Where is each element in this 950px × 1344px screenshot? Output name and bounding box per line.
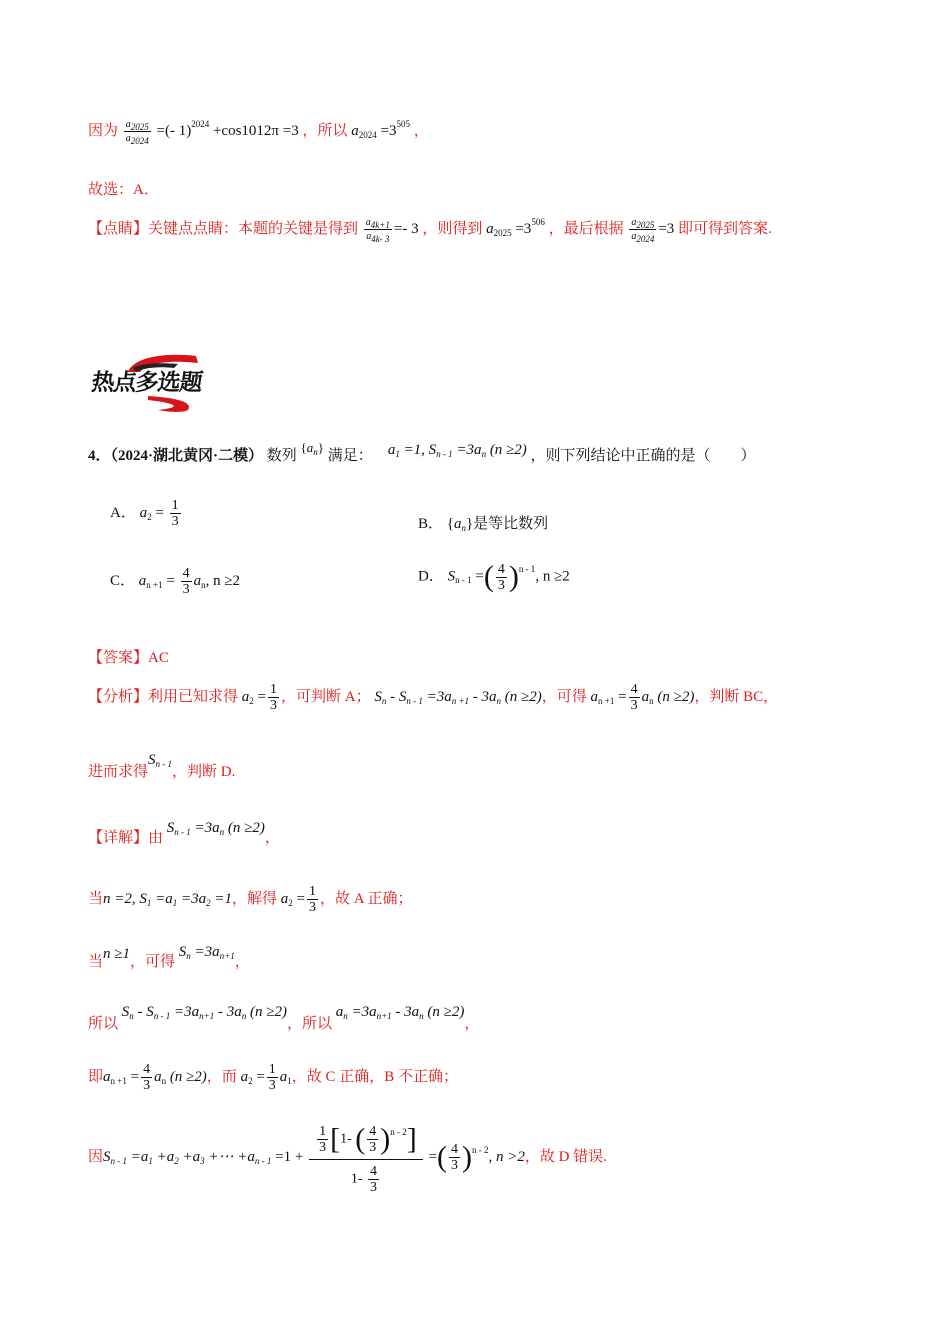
step2-line: 当n ≥1，可得 $S_n =3a_{n+1}$， <box>88 944 250 970</box>
question-source: （2024·湖北黄冈·二模） <box>110 448 264 464</box>
step5-big-fraction: $\frac{1}{3}$ [1- ( $\frac{4}{3}$ )$^{n - 2}$] 1- $\frac{4}{3}$ <box>309 1120 423 1195</box>
step5-sum: $S_{n - 1} =a_1 +a_2 +a_3$ +⋯ $+a_{n - 1} =1$ + <box>103 1148 304 1166</box>
step1-cond: n =2, $S_1 =a_1 =3a_2 =1$ <box>103 890 233 908</box>
option-d-fraction: $\frac{4}{3}$ <box>497 561 505 593</box>
comment-tag: 【点睛】 <box>88 220 149 237</box>
ratio-fraction: $\frac{a2025}{a2024}$ <box>125 119 149 146</box>
step1-result: $a_2$ = $\frac{1}{3}$ <box>280 884 316 915</box>
because-prefix: 因为 <box>88 122 119 139</box>
logo-text: 热点多选题 <box>89 370 204 396</box>
step3-line: 所以 $S_n - S_{n - 1} =3a_{n+1} - 3a_n$ (n ≥2)，所以 $a_n =3a_{n+1} - 3a_n$ (n ≥2)， <box>88 1004 480 1032</box>
question-sequence: $\{a_n\}$ <box>300 440 325 457</box>
option-b-sequence: $\{a_n\}$ <box>446 516 474 533</box>
choice-line: 故选：A． <box>88 182 159 198</box>
analysis-tag: 【分析】 <box>88 688 149 705</box>
question-number: 4． <box>88 448 111 464</box>
detail-expr: $S_{n - 1} =3a_n$ (n ≥2) <box>166 820 265 837</box>
analysis-s: $S_{n - 1}$ <box>148 752 173 769</box>
question-condition: $a_1 =1$, $S_{n - 1} =3a_n$ (n ≥2) <box>387 442 527 459</box>
result-expression: $a_{2024} =3^{505}$ <box>351 118 410 140</box>
analysis-line-2: 进而求得$S_{n - 1}$，判断 D. <box>88 752 236 780</box>
analysis-a2: $a_2$ = $\frac{1}{3}$ <box>241 682 277 713</box>
hot-topic-logo <box>88 350 230 414</box>
step5-line: 因$S_{n - 1} =a_1 +a_2 +a_3$ +⋯ $+a_{n - 1} =1$ + $\frac{1}{3}$ [1- ( $\frac{4}{3}$ )$^{n - 2}$] 1- $\frac{4}{3}$ =( $\frac{4}{3}$ )$^{n - 2}$, n >2，故 D 错误. <box>88 1120 607 1195</box>
detail-line: 【详解】由 $S_{n - 1} =3a_n$ (n ≥2)， <box>88 820 280 846</box>
analysis-expr: $S_n - S_{n - 1} =3a_{n +1} - 3a_n$ (n ≥2) <box>374 688 542 706</box>
step4-line: 即$a_{n +1}$ = $\frac{4}{3}$ $a_n$ (n ≥2)，而 $a_2$ = $\frac{1}{3}$ $a_1$，故 C 正确，B 不正确； <box>88 1062 459 1093</box>
step2-expr: $S_n =3a_{n+1}$ <box>178 944 235 961</box>
answer-tag: 【答案】 <box>88 650 149 666</box>
question-line: 4．（2024·湖北黄冈·二模） 数列 $\{a_n\}$ 满足： $a_1 =1$, $S_{n - 1} =3a_n$ (n ≥2) ，则下列结论中正确的是（ ） <box>88 440 756 464</box>
analysis-line-1: 【分析】利用已知求得 $a_2$ = $\frac{1}{3}$ ，可判断 A； $S_n - S_{n - 1} =3a_{n +1} - 3a_n$ (n ≥2)，可得 $a_{n +1}$ = $\frac{4}{3}$ $a_n$ (n ≥2)，判断 BC， <box>88 682 779 713</box>
option-a-fraction: $\frac{1}{3}$ <box>171 498 179 529</box>
step3-expr1: $S_n - S_{n - 1} =3a_{n+1} - 3a_n$ (n ≥2) <box>121 1004 287 1021</box>
ratio-expression: =(- 1)$^{2024}$ +cos1012π =3 <box>156 118 299 139</box>
option-d[interactable]: D． $S_{n - 1}$ =( $\frac{4}{3}$ )$^{n - 1}$, n ≥2 <box>418 560 570 593</box>
comment-fraction-1: $\frac{a4k+1}{a4k- 3}$ <box>365 217 390 244</box>
step4-a2: $a_2$ = $\frac{1}{3}$ $a_1$ <box>240 1062 292 1093</box>
comment-line: 【点睛】关键点点睛：本题的关键是得到 $\frac{a4k+1}{a4k- 3}$ =- 3 ，则得到 $a_{2025} =3^{506}$ ，最后根据 $\frac{a2025}{a2024}$ =3 即可得到答案. <box>88 216 772 244</box>
comment-result: $a_{2025} =3^{506}$ <box>486 216 545 238</box>
option-b[interactable]: B． $\{a_n\}$是等比数列 <box>418 516 549 533</box>
comment-fraction-2: $\frac{a2025}{a2024}$ <box>631 217 655 244</box>
answer-line <box>88 646 169 667</box>
line-because: 因为 $\frac{a2025}{a2024}$ =(- 1)$^{2024}$ +cos1012π =3 ，所以 $a_{2024} =3^{505}$ ， <box>88 118 429 146</box>
option-a[interactable]: A． $a_2$ = $\frac{1}{3}$ <box>110 498 179 529</box>
step4-recurrence: $a_{n +1}$ = $\frac{4}{3}$ $a_n$ (n ≥2) <box>103 1062 207 1093</box>
option-c[interactable]: C． $a_{n +1}$ = $\frac{4}{3}$ $a_n$, n ≥2 <box>110 566 241 597</box>
step1-line: 当n =2, $S_1 =a_1 =3a_2 =1$，解得 $a_2$ = $\frac{1}{3}$ ，故 A 正确； <box>88 884 413 915</box>
option-c-fraction: $\frac{4}{3}$ <box>182 566 190 597</box>
step5-result: =( $\frac{4}{3}$ )$^{n - 2}$, n >2 <box>428 1140 525 1174</box>
answer-value: AC <box>148 650 169 666</box>
detail-tag: 【详解】 <box>88 830 149 846</box>
analysis-recurrence: $a_{n +1}$ = $\frac{4}{3}$ $a_n$ (n ≥2) <box>590 682 695 713</box>
step3-expr2: $a_n =3a_{n+1} - 3a_n$ (n ≥2) <box>335 1004 465 1021</box>
